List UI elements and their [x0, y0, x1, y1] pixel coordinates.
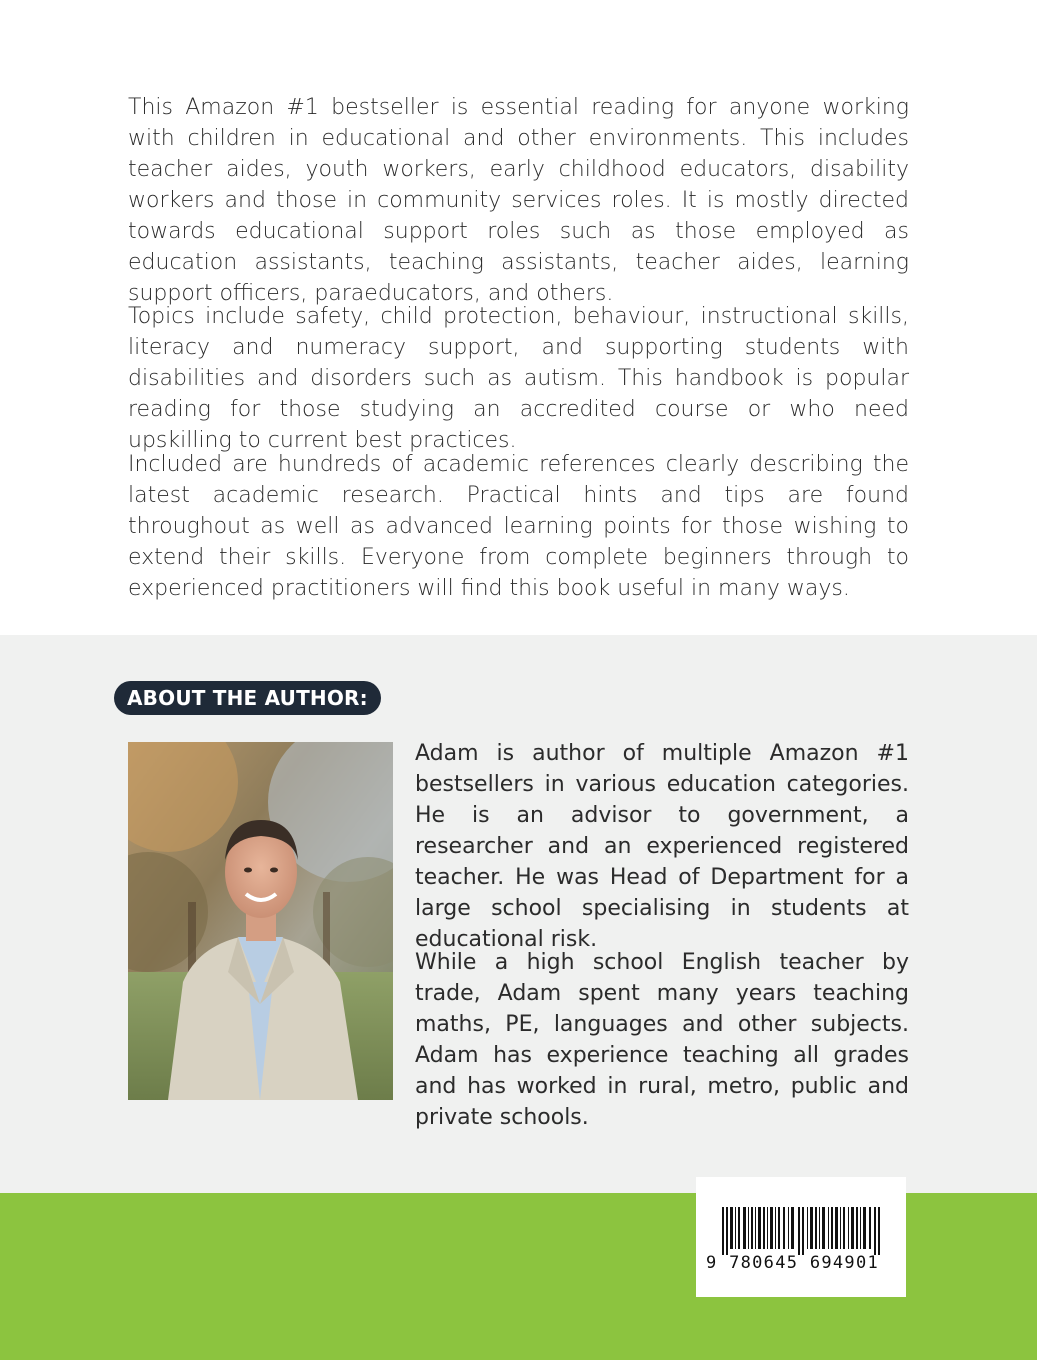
- barcode: [696, 1177, 906, 1297]
- isbn-number: 9 780645 694901: [706, 1253, 880, 1273]
- author-photo: [128, 742, 393, 1100]
- page-edge: [1037, 0, 1051, 1360]
- author-bio-paragraph-1: Adam is author of multiple Amazon #1 bestsellers in various education categories. He is an advisor to government, a researcher and an experienced registered teacher. He was Head of Department for a large school specialising in students at educational risk.: [415, 741, 909, 952]
- author-bio-paragraph-2: While a high school English teacher by trade, Adam spent many years teaching maths, PE, languages and other subjects. Adam has experience teaching all grades and has worked in rural, metro, public and private schools.: [415, 950, 909, 1130]
- description-paragraph-2: Topics include safety, child protection, behaviour, instructional skills, literacy and numeracy support, and supporting students with disabilities and disorders such as autism. This handbook is popular reading for those studying an accredited course or who need upskilling to current best practices.: [128, 304, 909, 453]
- description-paragraph-3: Included are hundreds of academic references clearly describing the latest academic research. Practical hints and tips are found throughout as well as advanced learning points for those wishing to extend their skills. Everyone from complete beginners through to experienced practitioners will find this book useful in many ways.: [128, 452, 909, 601]
- about-author-heading: ABOUT THE AUTHOR:: [114, 681, 381, 715]
- description-paragraph-1: This Amazon #1 bestseller is essential reading for anyone working with children in educational and other environments. This includes teacher aides, youth workers, early childhood educators, disability workers and those in community services roles. It is mostly directed towards educational support roles such as those employed as education assistants, teaching assistants, teacher aides, learning support officers, paraeducators, and others.: [128, 95, 909, 306]
- barcode-bars-icon: [722, 1207, 882, 1255]
